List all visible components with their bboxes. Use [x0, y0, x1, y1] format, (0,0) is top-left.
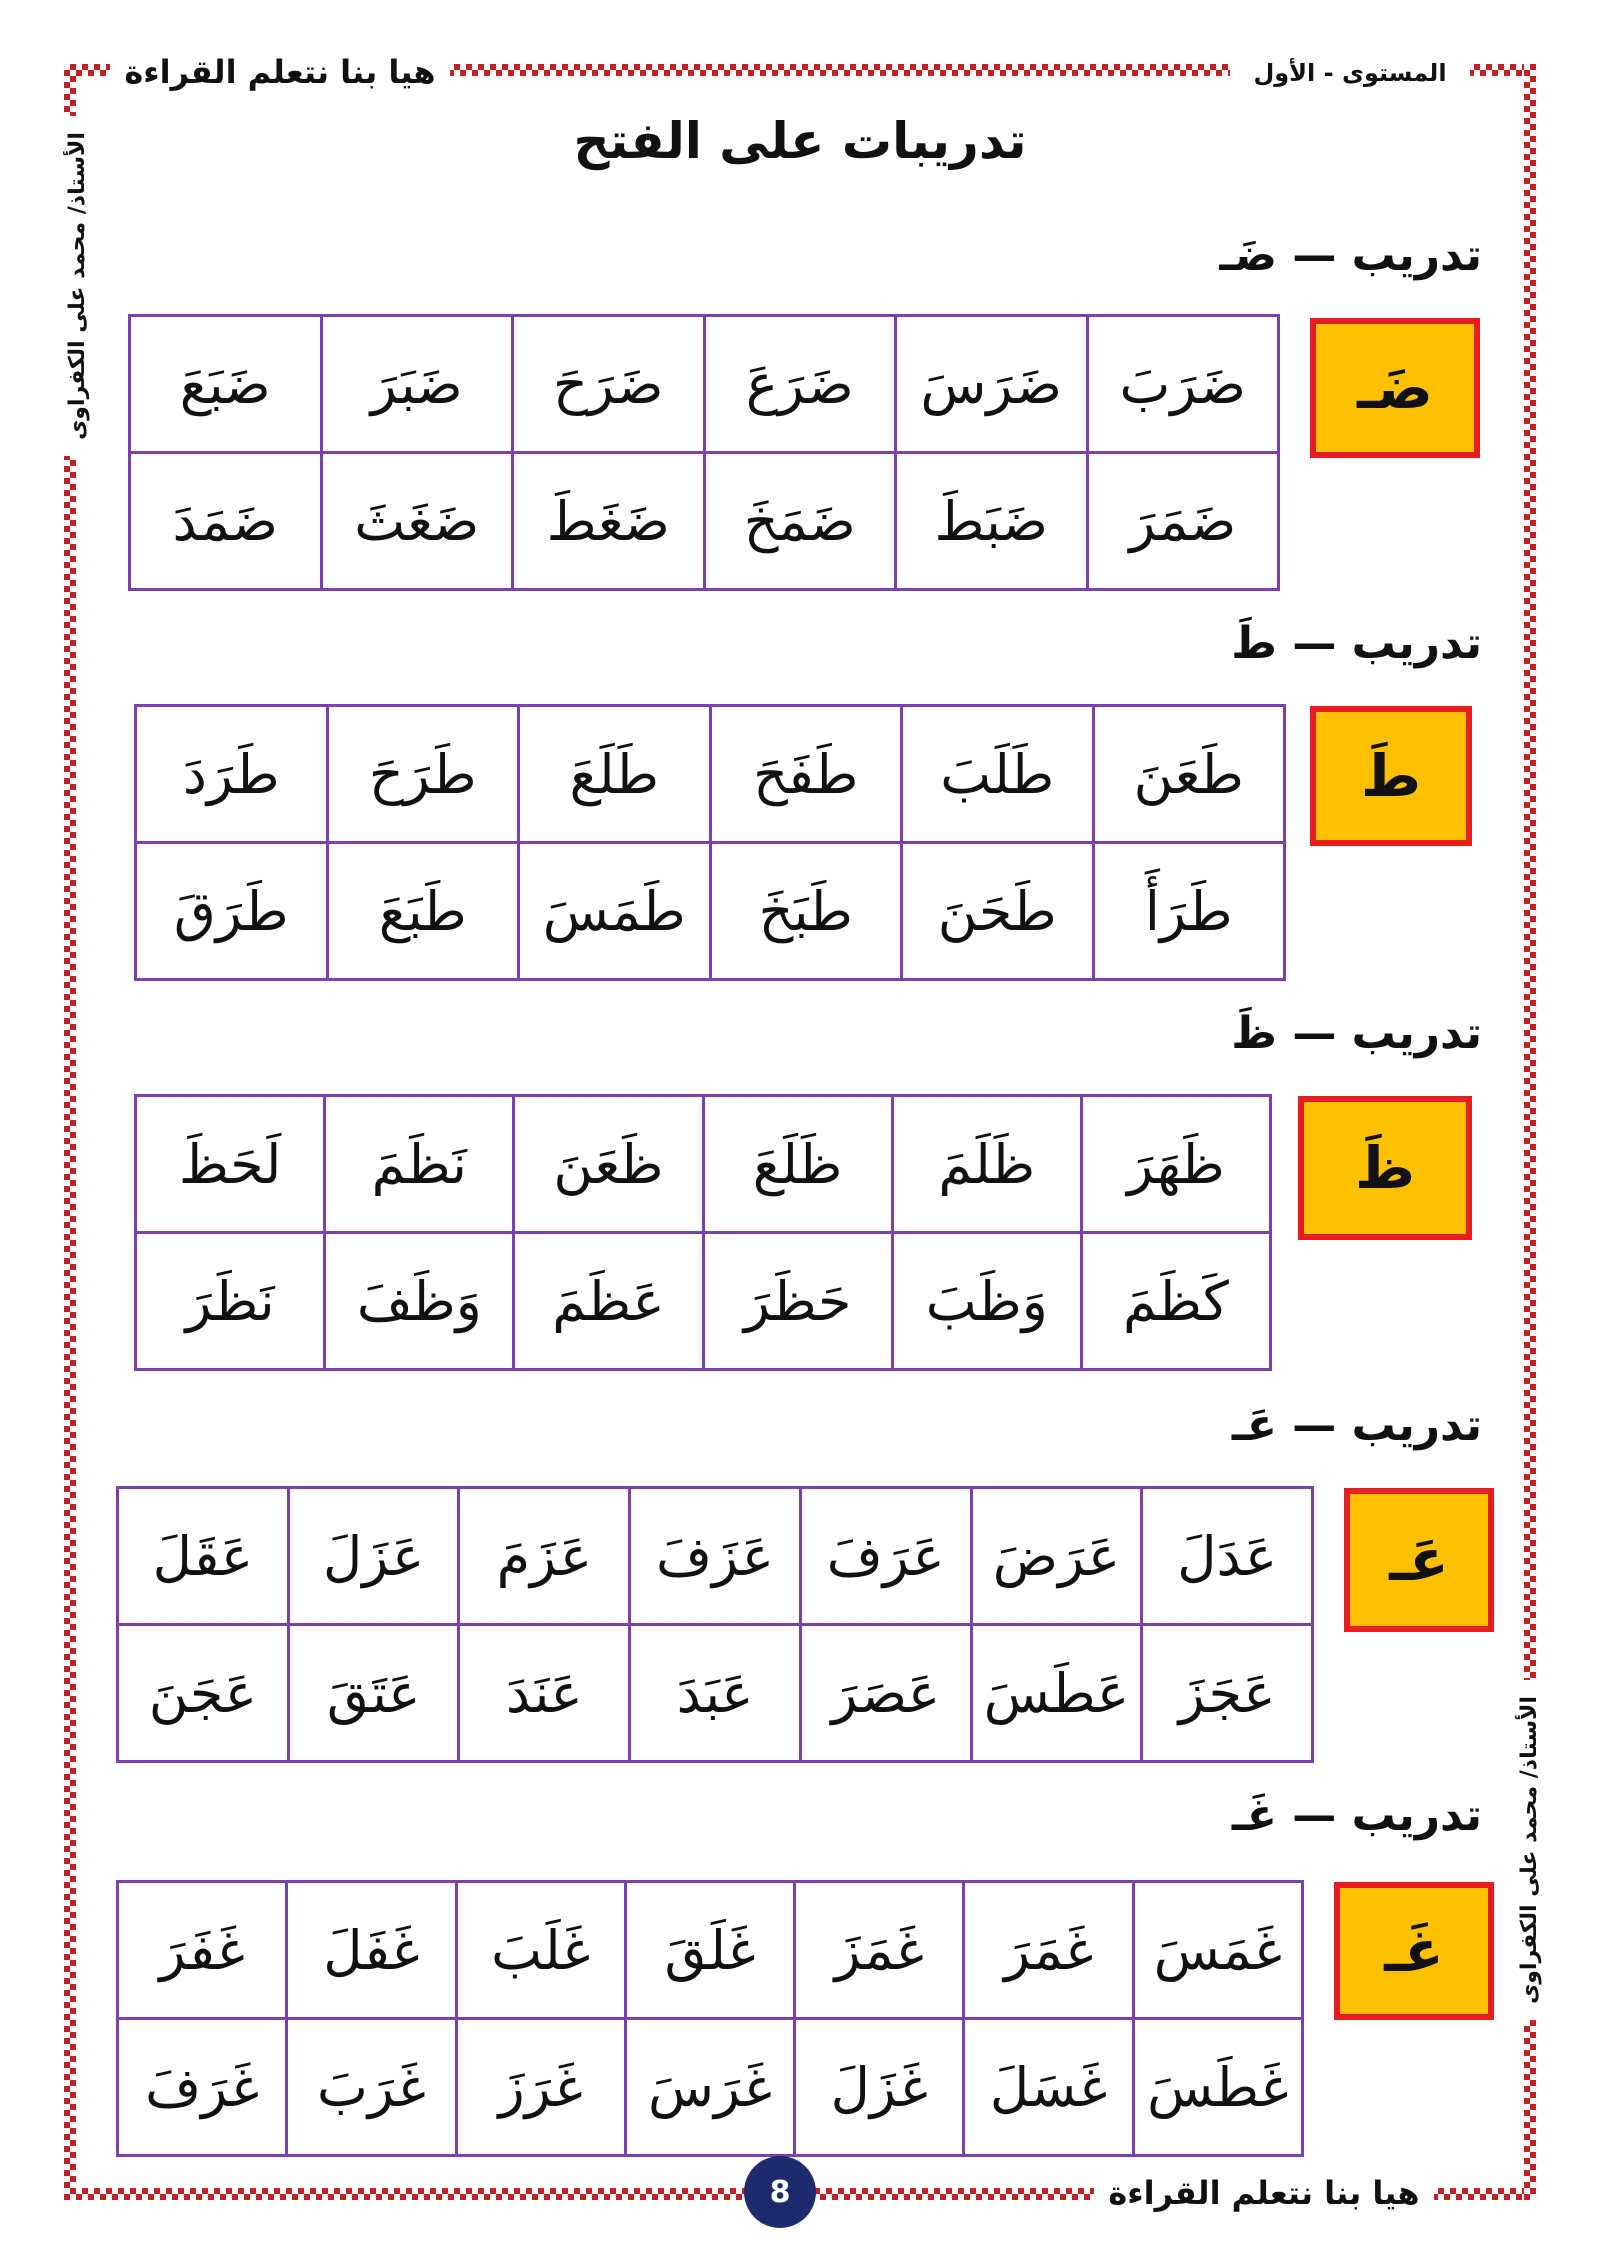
word-cell: ضَبَرَ [321, 316, 513, 453]
word-cell: ظَلَعَ [703, 1096, 892, 1233]
side-author-right: الأستاذ/ محمد على الكفراوى [1512, 1680, 1548, 2020]
section-heading: تدريب — طَ [1231, 618, 1482, 669]
word-cell: غَزَلَ [795, 2019, 964, 2156]
word-cell: ضَرَحَ [513, 316, 705, 453]
word-cell: ضَغَثَ [321, 453, 513, 590]
footer-title: هيا بنا نتعلم القراءة [1094, 2172, 1434, 2214]
page-title: تدريبات على الفتح [573, 112, 1027, 170]
letter-box: غَـ [1334, 1882, 1494, 2020]
word-cell: نَظَرَ [136, 1233, 325, 1370]
page-number-badge: 8 [744, 2156, 816, 2228]
word-cell: عَرَضَ [971, 1488, 1142, 1625]
word-cell: ضَغَطَ [513, 453, 705, 590]
word-cell: طَرَأَ [1093, 843, 1285, 980]
word-cell: غَمَرَ [964, 1882, 1133, 2019]
side-author-left: الأستاذ/ محمد على الكفراوى [60, 116, 96, 456]
word-cell: ضَمَدَ [130, 453, 322, 590]
word-cell: عَدَلَ [1142, 1488, 1313, 1625]
word-cell: طَبَخَ [710, 843, 902, 980]
word-cell: عَرَفَ [800, 1488, 971, 1625]
section-heading: تدريب — عَـ [1231, 1400, 1482, 1451]
word-cell: طَبَعَ [327, 843, 519, 980]
word-cell: طَلَعَ [519, 706, 711, 843]
word-cell: غَرَبَ [287, 2019, 456, 2156]
word-cell: غَرَسَ [625, 2019, 794, 2156]
word-cell: عَزَلَ [288, 1488, 459, 1625]
word-cell: غَفَرَ [118, 1882, 287, 2019]
table-row [130, 316, 1279, 453]
section-heading: تدريب — ظَ [1231, 1008, 1482, 1059]
word-cell: طَمَسَ [519, 843, 711, 980]
word-cell: ظَهَرَ [1081, 1096, 1270, 1233]
word-cell: طَلَبَ [902, 706, 1094, 843]
word-cell: ظَلَمَ [892, 1096, 1081, 1233]
word-cell: طَعَنَ [1093, 706, 1285, 843]
word-cell: ضَرَبَ [1087, 316, 1279, 453]
word-cell: ضَبَطَ [896, 453, 1088, 590]
word-cell: غَرَزَ [456, 2019, 625, 2156]
word-cell: عَنَدَ [459, 1625, 630, 1762]
word-cell: غَطَسَ [1133, 2019, 1302, 2156]
word-cell: غَرَفَ [118, 2019, 287, 2156]
letter-box: ظَ [1298, 1096, 1472, 1240]
word-cell: غَسَلَ [964, 2019, 1133, 2156]
table-row [136, 1233, 1271, 1370]
letter-box: عَـ [1344, 1488, 1494, 1632]
word-cell: لَحَظَ [136, 1096, 325, 1233]
word-cell: عَقَلَ [118, 1488, 289, 1625]
table-row [136, 843, 1285, 980]
table-row [130, 453, 1279, 590]
word-cell: طَرَدَ [136, 706, 328, 843]
letter-box: طَ [1310, 706, 1472, 846]
letter-box: ضَـ [1310, 318, 1480, 458]
word-cell: غَفَلَ [287, 1882, 456, 2019]
word-table [134, 704, 1286, 981]
header-title: هيا بنا نتعلم القراءة [110, 52, 450, 92]
word-cell: طَرَحَ [327, 706, 519, 843]
table-row [118, 1625, 1313, 1762]
word-table [116, 1880, 1304, 2157]
word-cell: طَفَحَ [710, 706, 902, 843]
word-cell: عَزَفَ [630, 1488, 801, 1625]
table-row [118, 1488, 1313, 1625]
word-cell: عَجَزَ [1142, 1625, 1313, 1762]
table-row [136, 706, 1285, 843]
word-cell: ضَرَعَ [704, 316, 896, 453]
word-cell: عَتَقَ [288, 1625, 459, 1762]
word-cell: ظَعَنَ [514, 1096, 703, 1233]
word-cell: وَظَبَ [892, 1233, 1081, 1370]
word-cell: ضَرَسَ [896, 316, 1088, 453]
word-cell: نَظَمَ [325, 1096, 514, 1233]
word-cell: عَزَمَ [459, 1488, 630, 1625]
word-cell: عَصَرَ [800, 1625, 971, 1762]
word-cell: طَرَقَ [136, 843, 328, 980]
word-cell: عَطَسَ [971, 1625, 1142, 1762]
word-cell: عَظَمَ [514, 1233, 703, 1370]
word-cell: طَحَنَ [902, 843, 1094, 980]
word-cell: غَلَقَ [625, 1882, 794, 2019]
word-cell: وَظَفَ [325, 1233, 514, 1370]
word-cell: ضَمَرَ [1087, 453, 1279, 590]
table-row [118, 2019, 1303, 2156]
word-cell: ضَمَخَ [704, 453, 896, 590]
header-level: المستوى - الأول [1230, 56, 1470, 90]
word-table [116, 1486, 1314, 1763]
word-table [128, 314, 1280, 591]
word-cell: حَظَرَ [703, 1233, 892, 1370]
word-table [134, 1094, 1272, 1371]
table-row [118, 1882, 1303, 2019]
section-heading: تدريب — ضَـ [1219, 230, 1482, 281]
section-heading: تدريب — غَـ [1231, 1790, 1482, 1841]
word-cell: غَلَبَ [456, 1882, 625, 2019]
word-cell: غَمَسَ [1133, 1882, 1302, 2019]
word-cell: غَمَزَ [795, 1882, 964, 2019]
word-cell: ضَبَعَ [130, 316, 322, 453]
word-cell: عَبَدَ [630, 1625, 801, 1762]
word-cell: كَظَمَ [1081, 1233, 1270, 1370]
word-cell: عَجَنَ [118, 1625, 289, 1762]
table-row [136, 1096, 1271, 1233]
